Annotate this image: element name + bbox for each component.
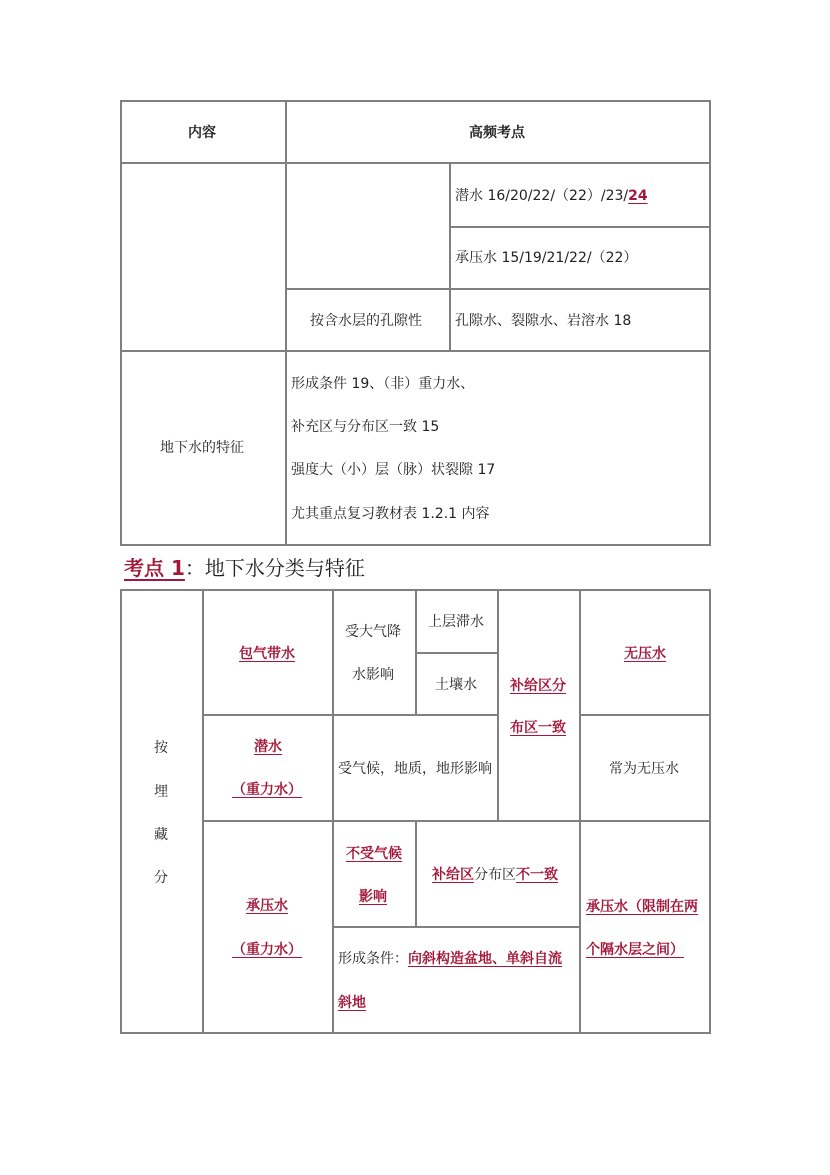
influence-line-1: 受大气降 (345, 624, 401, 640)
formation-value-2: 斜地 (338, 995, 366, 1011)
section-heading (124, 553, 365, 583)
supply-same-line-2: 布区一致 (510, 720, 566, 736)
burial-label-3: 藏 (154, 827, 168, 843)
supply-diff (432, 865, 558, 885)
unconfined-water: 无压水 (624, 646, 666, 662)
soil-water: 土壤水 (435, 677, 477, 693)
feature-line-2: 补充区与分布区一致 15 (291, 419, 440, 435)
vadose-water: 包气带水 (239, 646, 295, 662)
row-qianshui-years: 潜水 16/20/22/（22）/23/ (455, 188, 629, 204)
feature-line-4: 尤其重点复习教材表 1.2.1 内容 (291, 506, 490, 522)
header-content: 内容 (188, 125, 216, 141)
formation-value-1: 向斜构造盆地、单斜自流 (408, 951, 562, 967)
row-chengyashui: 承压水 15/19/21/22/（22） (455, 250, 638, 266)
feature-line-3: 强度大（小）层（脉）状裂隙 17 (291, 462, 496, 478)
confined-limit-line-1: 承压水（限制在两 (586, 899, 698, 915)
not-affected-line-1: 不受气候 (346, 846, 402, 862)
row-qianshui-highlight: 24 (628, 188, 648, 204)
gravity-water-2: （重力水） (232, 942, 302, 958)
supply-diff-c: 不一致 (516, 867, 558, 883)
supply-diff-a: 补给区 (432, 867, 474, 883)
feature-line-1: 形成条件 19、（非）重力水、 (291, 376, 475, 392)
burial-label-1: 按 (154, 740, 168, 756)
confined-limit-line-2: 个隔水层之间） (586, 942, 684, 958)
phreatic-influence: 受气候，地质，地形影响 (338, 761, 492, 777)
header-high-frequency: 高频考点 (469, 125, 525, 141)
phreatic-water: 潜水 (254, 739, 282, 755)
supply-diff-b: 分布区 (474, 867, 516, 883)
row-qianshui (455, 186, 648, 206)
gravity-water-1: （重力水） (232, 782, 302, 798)
not-affected-line-2: 影响 (359, 889, 387, 905)
section-colon: ： (184, 556, 205, 580)
supply-same-line-1: 补给区分 (510, 678, 566, 694)
formation-label: 形成条件： (338, 951, 408, 967)
section-key: 考点 1 (124, 556, 185, 580)
confined-water: 承压水 (246, 898, 288, 914)
porosity-label: 按含水层的孔隙性 (310, 313, 422, 329)
burial-label-2: 埋 (154, 784, 168, 800)
perched-water: 上层滞水 (428, 614, 484, 630)
usually-unconfined: 常为无压水 (609, 761, 679, 777)
formation (338, 949, 562, 969)
influence-line-2: 水影响 (352, 667, 394, 683)
feature-label: 地下水的特征 (160, 440, 244, 456)
burial-label-4: 分 (154, 870, 168, 886)
section-title: 地下水分类与特征 (204, 556, 365, 580)
porosity-types: 孔隙水、裂隙水、岩溶水 18 (455, 313, 632, 329)
